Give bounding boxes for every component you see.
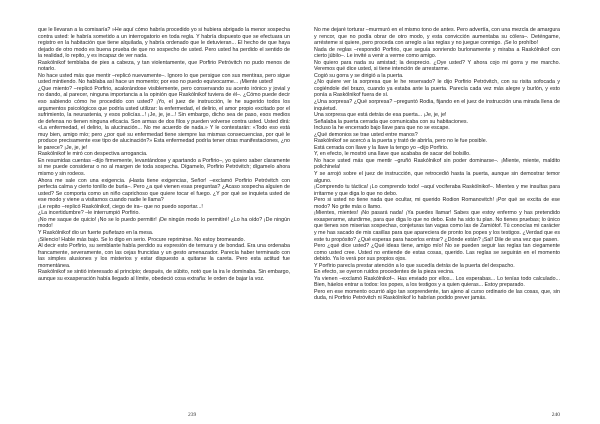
right-page-text bbox=[314, 27, 560, 407]
paragraph: Cogió su gorra y se dirigió a la puerta. bbox=[314, 72, 404, 79]
paragraph: Señalaba la puerta cerrada que comunicaba con su habitaciones. bbox=[314, 118, 469, 125]
paragraph: Incluso la he encerrado bajo llave para que no se escape. bbox=[314, 125, 450, 132]
paragraph: ¿Que miento? –replicó Porfirio, acalorándose visiblemente, pero conservando su acento irónico y jovial y no dando, al parecer, ninguna importancia a la opinión que Raskólnikof tuviera de él–. ¿Cómo puede decir eso sabiendo cómo he procedido con usted? ¡Yo, el juez de instrucción, le he sugerido todos los argumentos psicológicos que podría usted utilizar: la enfermedad, el delirio, el amor propio excitado por el sufrimiento, la neurastenia, y esos policías...! ¡Je, je, je...! Sin embargo, dicho sea de paso, esos medios de defensa no tienen ninguna eficacia. Son armas de dos filos y pueden volverse contra usted. Usted dirá: «La enfermedad, el delirio, la alucinación... No me acuerdo de nada.» Y le contestarán: «Todo eso está muy bien, amigo mío; pero ¿por qué su enfermedad tiene siempre las mismas consecuencias, por qué le produce precisamente ese tipo de alucinación?» Esta enfermedad podría tener otras manifestaciones, ¿no le parece? ¡Je, je, je! bbox=[38, 85, 290, 151]
paragraph: No hace usted más que mentir –gruñó Raskólnikof sin poder dominarse–. ¡Miente, miente, maldito polichinela! bbox=[314, 157, 560, 171]
paragraph: En efecto, se oyeron ruidos procedentes de la pieza vecina. bbox=[314, 269, 455, 276]
paragraph: ¡Comprendo tu táctica! ¡Lo comprendo todo! –aquí vociferaba Raskólnikof–. Mientes y me insultas para irritarme y que diga lo que no debo. bbox=[314, 184, 560, 197]
paragraph: ¡Silencio! Hable más bajo. Se lo digo en serio. Procure reprimirse. No estoy bromeando. bbox=[38, 236, 245, 243]
paragraph: Raskólnikof se sintió interesado al principio; después, de súbito, notó que la ira le dominaba. Sin embargo, aunque su exasperación había llegado al límite, obedeció cosa extraña: le orden de bajar la voz. bbox=[38, 269, 290, 282]
right-page bbox=[300, 0, 600, 424]
paragraph: Una sorpresa que está detrás de esa puerta... ¡Je, je, je! bbox=[314, 112, 447, 119]
page-number-left: 239 bbox=[188, 412, 197, 418]
paragraph: Raskólnikof le miró con despectiva arrogancia. bbox=[38, 151, 148, 158]
paragraph: ¡Mientes, mientes! ¡No pasará nada! ¡Ya puedes llamar! Sabes que estoy enfermo y has pretendido exasperarme, aturdirme, para que diga lo que no debo. Este ha sido tu plan. No tienes pruebas; lo único que tienes son miserias sospechas, conjeturas tan vagas como las de Zamiótof. Tú conocías mi carácter y me has sacado de mis casillas para que apareciera de pronto los popes y los testigos. ¿Verdad que es este tu propósito? ¿Qué esperas para hacerlos entrar? ¿Dónde están? ¡Sal! Dile de una vez que pasen. bbox=[314, 210, 560, 243]
paragraph: que le llevaran a la comisaría? »He aquí cómo habría procedido yo si hubiera abrigado la menor sospecha contra usted: le habría sometido a un interrogatorio en toda regla. Y habría dispuesto que se efectuara un registro en la habitación que tiene alquilada, y habría ordenado que le detuvieran... El hecho de que haya dejado de otro modo es buena prueba de que no sospecho de usted. Pero usted ha perdido el sentido de la realidad, lo repito, y es incapaz de ver nada. bbox=[38, 27, 290, 60]
paragraph: ¿Qué demonios se trae usted entre manos? bbox=[314, 131, 418, 138]
paragraph: Pero si usted no tiene nada que ocultar, mi querido Rodion Romanovitch! ¡Por qué se excita de ese modo? No grite más o llamo. bbox=[314, 197, 560, 210]
paragraph: ¿No quiere ver la sorpresa que le he reservado? le dijo Porfirio Petróvitch, con su risita sofocada y cogiéndole del brazo, cuando ya estaba ante la puerta. Parecía cada vez más alegre y burlón, y esto ponía a Raskólnikof fuera de sí. bbox=[314, 79, 560, 99]
paragraph: Raskólnikof se acercó a la puerta y trató de abrirla, pero no le fue posible. bbox=[314, 138, 488, 145]
paragraph: No hace usted más que mentir –replicó nuevamente–. Ignoro lo que persigue con sus mentiras, pero sigue usted mintiendo. No hablaba así hace un momento; por eso no puedo equivocarme... ¡Miente usted! bbox=[38, 72, 290, 86]
paragraph: Está cerrada con llave y la llave la tengo yo –dijo Porfirio. bbox=[314, 144, 449, 151]
paragraph: Ahora me sale con una exigencia. ¡Hasta tiene exigencias, Señor! –exclamó Porfirio Petróvitch con perfecta calma y cierto tonillo de burla–. Pero ¿a qué vienen esas preguntas? ¿Acaso sospecha alguien de usted? Se comporta como un niño caprichoso que quiere tocar el fuego. ¿Y por qué se inquieta usted de ese modo y viene a visitarnos cuando nadie le llama? bbox=[38, 177, 290, 204]
paragraph: Al decir esto Porfirio, su semblante había perdido su expresión de ternura y de bondad. Era una ordenaba francamente, severamente, con las cejas fruncidas y un gesto amenazador. Parecía haber terminado con las simples alusiones y los misterios y estar dispuesto a quitarse la careta. Pero esta actitud fue momentánea. bbox=[38, 243, 290, 269]
paragraph: Pero en ese momento ocurrió algo tan sorprendente, tan ajeno al curso ordinario de las cosas, que, sin duda, ni Porfirio Petróvitch ni Raskólnikof lo habrían podido prever jamás. bbox=[314, 288, 560, 302]
paragraph: ¡No me saque de quicio! ¡No se lo puedo permitir! ¡De ningún modo lo permitiré! ¿Lo ha oído? ¡De ningún modo! bbox=[38, 216, 290, 230]
paragraph: Y Raskólnikof dio un fuerte puñetazo en la mesa. bbox=[38, 229, 154, 236]
paragraph: Y, en efecto, le mostró una llave que acababa de sacar del bolsillo. bbox=[314, 151, 471, 158]
paragraph: Nada de reglas –respondió Porfirio, que seguía sonriendo burlonamente y miraba a Raskólnikof con cierto júbilo–. Le invité a venir a verme como amigo. bbox=[314, 46, 560, 60]
paragraph: Y Porfirio parecía prestar atención a lo que sucedía detrás de la puerta del despacho. bbox=[314, 262, 515, 269]
paragraph: ¿Una sorpresa? ¿Qué sorpresa? –preguntó Rodia, fijando en el juez de instrucción una mirada llena de inquietud. bbox=[314, 99, 560, 112]
paragraph: En resumidas cuentas –dijo firmemente, levantándose y apartando a Porfirio–, yo quiero saber claramente si me puede considerar o no al margen de toda sospecha. Dígamelo, Porfirio Petróvitch; dígamelo ahora mismo y sin rodeos. bbox=[38, 157, 290, 178]
left-page-text bbox=[38, 27, 290, 407]
paragraph: ¿La incertidumbre? –le interrumpió Porfirio. bbox=[38, 210, 140, 217]
paragraph: ¡Le repito –replicó Raskólnikof, ciego de ira– que no puedo soportar...! bbox=[38, 203, 203, 210]
page-number-right: 240 bbox=[551, 412, 560, 418]
paragraph: Raskólnikof temblaba de pies a cabeza, y tan violentamente, que Porfirio Petróvitch no pudo menos de notarlo. bbox=[38, 59, 290, 73]
paragraph: Pero ¿qué dice usted? ¿Qué ideas tiene, amigo mío! No se pueden seguir las reglas tan ciegamente como usted cree. Usted no entiende de estas cosas, querido. Las reglas se seguirán en el momento debido. Ya lo verá por sus propios ojos. bbox=[314, 243, 560, 263]
paragraph: Y se arrojó sobre el juez de instrucción, que retrocedió hasta la puerta, aunque sin demostrar temor alguno. bbox=[314, 171, 560, 184]
paragraph: Ya vienen –exclamó Raskólnikof–. Has enviado por ellos... Los esperabas... Lo tenías todo calculado... Bien, háelos entrar a todos: los popes, a los testigos y a quien quieras... Estoy preparado. bbox=[314, 275, 560, 289]
paragraph: No quiero para nada su amistad; la desprecio. ¿Oye usted? Y ahora cojo mi gorra y me marcho. Veremos qué dice usted, si tiene intención de arrestarme. bbox=[314, 59, 560, 73]
paragraph: No me dejaré torturar –murmuró en el mismo tono de antes. Pero advertía, con una mezcla de amargura y rencor, que no podía obrar de otro modo, y esta convicción aumentaba su cólera–. Deténgame, arrésteme si quiere, pero proceda con arreglo a las reglas y no juegue conmigo. ¡Se lo prohíbo! bbox=[314, 27, 560, 47]
